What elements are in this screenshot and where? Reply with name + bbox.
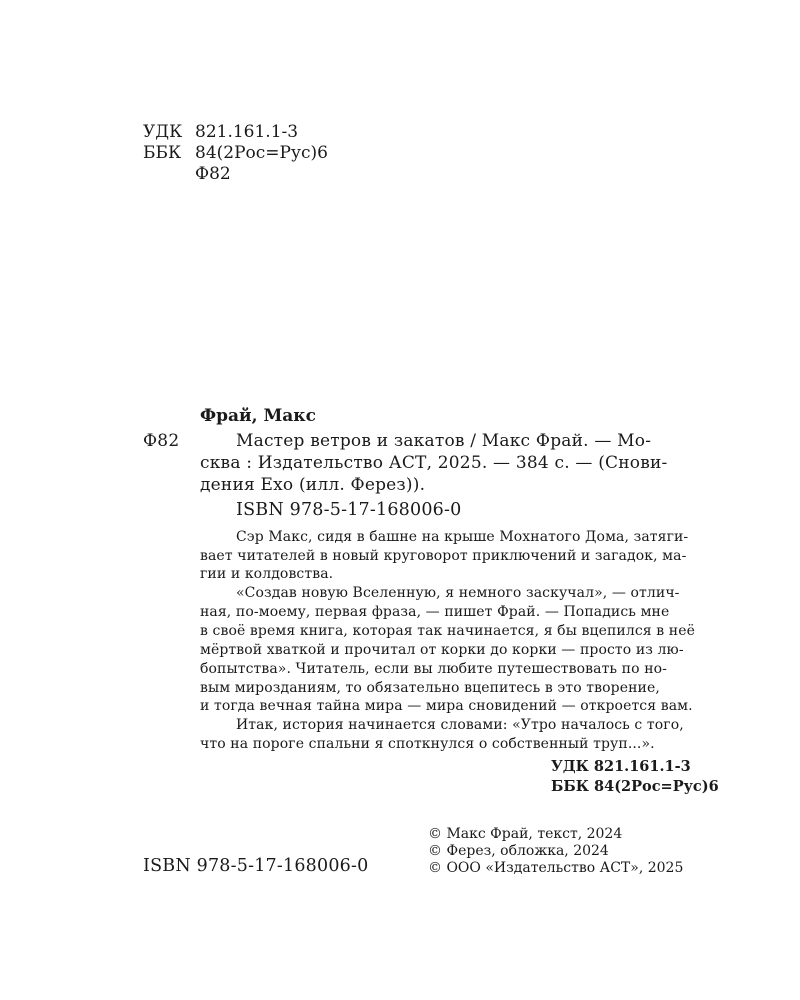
annotation-line: бопытства». Читатель, если вы любите путешествовать по но- bbox=[200, 661, 667, 677]
bbk-bottom: ББК 84(2Рос=Рус)6 bbox=[551, 778, 719, 795]
annotation-line: Итак, история начинается словами: «Утро началось с того, bbox=[236, 717, 684, 733]
annotation-line: «Создав новую Вселенную, я немного заскучал», — отлич- bbox=[236, 585, 680, 601]
biblio-line-2: сква : Издательство АСТ, 2025. — 384 с. — (Снови- bbox=[200, 453, 668, 473]
annotation-line: вым мирозданиям, то обязательно вцепитесь в это творение, bbox=[200, 680, 660, 696]
isbn-bottom: ISBN 978-5-17-168006-0 bbox=[143, 856, 369, 876]
annotation-line: гии и колдовства. bbox=[200, 566, 334, 582]
author-mark-entry: Ф82 bbox=[143, 431, 180, 451]
udk-value: 821.161.1-3 bbox=[195, 122, 299, 142]
udk-row bbox=[143, 121, 298, 143]
udk-label: УДК bbox=[143, 122, 183, 142]
bbk-label: ББК bbox=[143, 143, 182, 163]
bbk-value: 84(2Рос=Рус)6 bbox=[195, 143, 328, 163]
bbk-row bbox=[143, 142, 328, 164]
annotation-line: вает читателей в новый круговорот приключений и загадок, ма- bbox=[200, 548, 687, 564]
annotation-line: в своё время книга, которая так начинается, я бы вцепился в неё bbox=[200, 623, 695, 639]
annotation-line: мёртвой хваткой и прочитал от корки до корки — просто из лю- bbox=[200, 642, 684, 658]
annotation-line: Сэр Макс, сидя в башне на крыше Мохнатого Дома, затяги- bbox=[236, 529, 689, 545]
author-heading: Фрай, Макс bbox=[200, 406, 316, 426]
biblio-line-1: Мастер ветров и закатов / Макс Фрай. — Мо- bbox=[236, 431, 652, 451]
annotation-line: и тогда вечная тайна мира — мира сновидений — откроется вам. bbox=[200, 698, 693, 714]
copyright-line: © Ферез, обложка, 2024 bbox=[428, 843, 609, 859]
author-mark-top: Ф82 bbox=[195, 164, 231, 184]
biblio-line-3: дения Ехо (илл. Ферез)). bbox=[200, 475, 426, 495]
copyright-line: © Макс Фрай, текст, 2024 bbox=[428, 826, 623, 842]
copyright-line: © ООО «Издательство АСТ», 2025 bbox=[428, 860, 684, 876]
annotation-line: ная, по-моему, первая фраза, — пишет Фрай. — Попадись мне bbox=[200, 604, 670, 620]
udk-bottom: УДК 821.161.1-3 bbox=[551, 758, 691, 775]
annotation-line: что на пороге спальни я споткнулся о собственный труп...». bbox=[200, 736, 655, 752]
isbn-entry: ISBN 978-5-17-168006-0 bbox=[236, 500, 462, 520]
